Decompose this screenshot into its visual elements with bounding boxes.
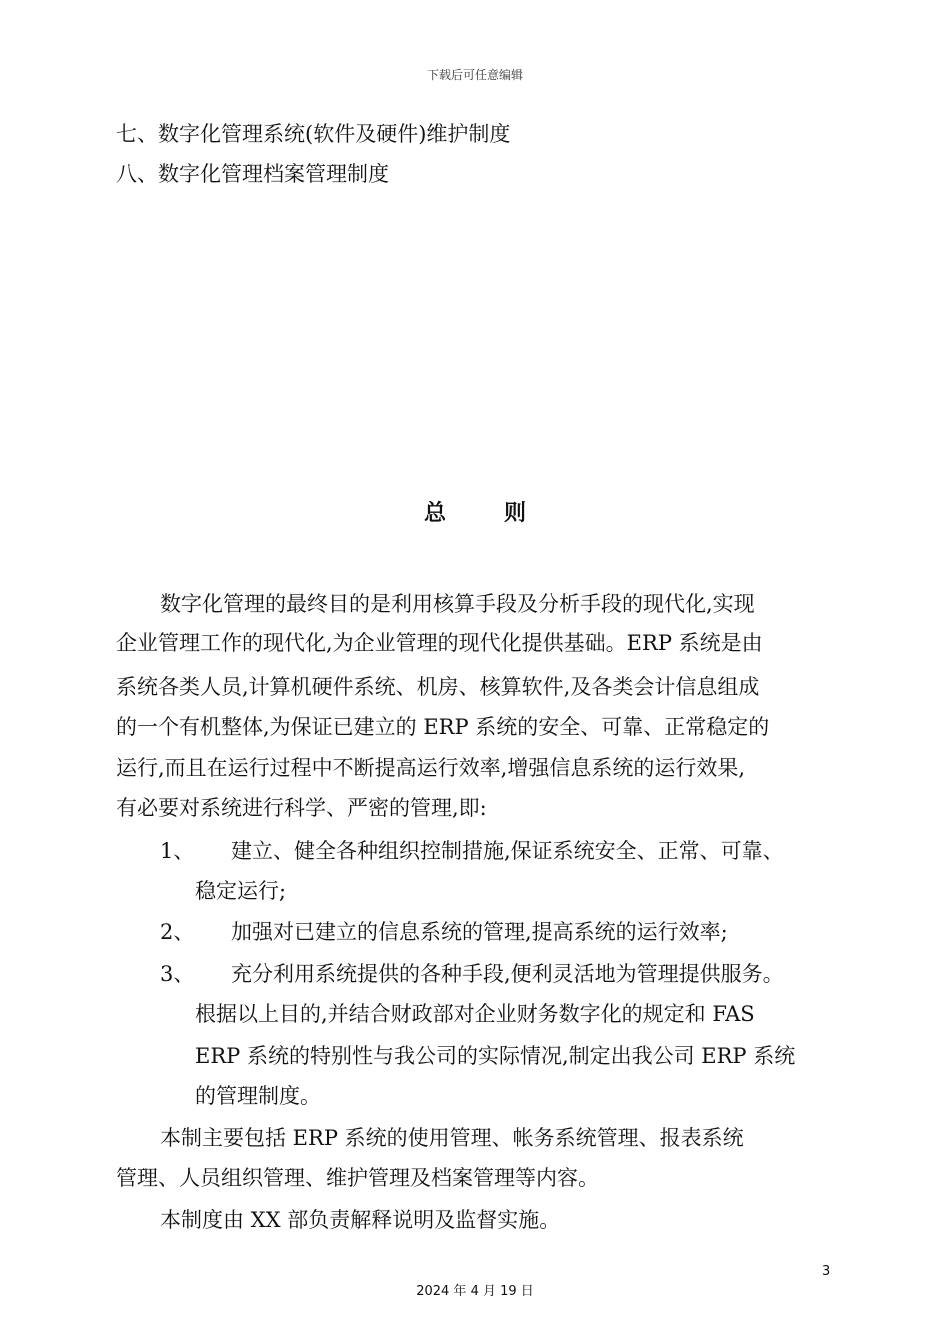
- scope-line: 本制主要包括 ERP 系统的使用管理、帐务系统管理、报表系统: [160, 1126, 744, 1150]
- intro-line: 运行,而且在运行过程中不断提高运行效率,增强信息系统的运行效果,: [116, 756, 746, 780]
- list-item-text: 加强对已建立的信息系统的管理,提高系统的运行效率;: [231, 920, 728, 944]
- scope-line: 管理、人员组织管理、维护管理及档案管理等内容。: [116, 1166, 599, 1190]
- list-item-text: 稳定运行;: [195, 879, 287, 903]
- intro-line: 企业管理工作的现代化,为企业管理的现代化提供基础。ERP 系统是由: [116, 631, 763, 655]
- toc-item-8: 八、数字化管理档案管理制度: [116, 162, 389, 186]
- purpose-line: 的管理制度。: [195, 1084, 321, 1108]
- intro-line: 有必要对系统进行科学、严密的管理,即:: [116, 796, 487, 820]
- list-number: 1、: [160, 839, 195, 863]
- footer-date: 2024 年 4 月 19 日: [416, 1284, 534, 1299]
- list-item-text: 建立、健全各种组织控制措施,保证系统安全、正常、可靠、: [231, 839, 784, 863]
- list-item-text: 充分利用系统提供的各种手段,便利灵活地为管理提供服务。: [231, 962, 784, 986]
- list-number: 3、: [160, 962, 195, 986]
- page-number: 3: [822, 1264, 831, 1279]
- purpose-line: ERP 系统的特别性与我公司的实际情况,制定出我公司 ERP 系统: [195, 1044, 796, 1068]
- closing-line: 本制度由 XX 部负责解释说明及监督实施。: [160, 1208, 561, 1232]
- section-title: 总则: [423, 500, 584, 526]
- intro-line: 的一个有机整体,为保证已建立的 ERP 系统的安全、可靠、正常稳定的: [116, 715, 770, 739]
- intro-line: 系统各类人员,计算机硬件系统、机房、核算软件,及各类会计信息组成: [116, 675, 760, 699]
- purpose-line: 根据以上目的,并结合财政部对企业财务数字化的规定和 FAS: [195, 1002, 755, 1026]
- page-header: 下载后可任意编辑: [426, 68, 523, 82]
- list-number: 2、: [160, 920, 195, 944]
- intro-line: 数字化管理的最终目的是利用核算手段及分析手段的现代化,实现: [160, 592, 755, 616]
- toc-item-7: 七、数字化管理系统(软件及硬件)维护制度: [116, 122, 511, 146]
